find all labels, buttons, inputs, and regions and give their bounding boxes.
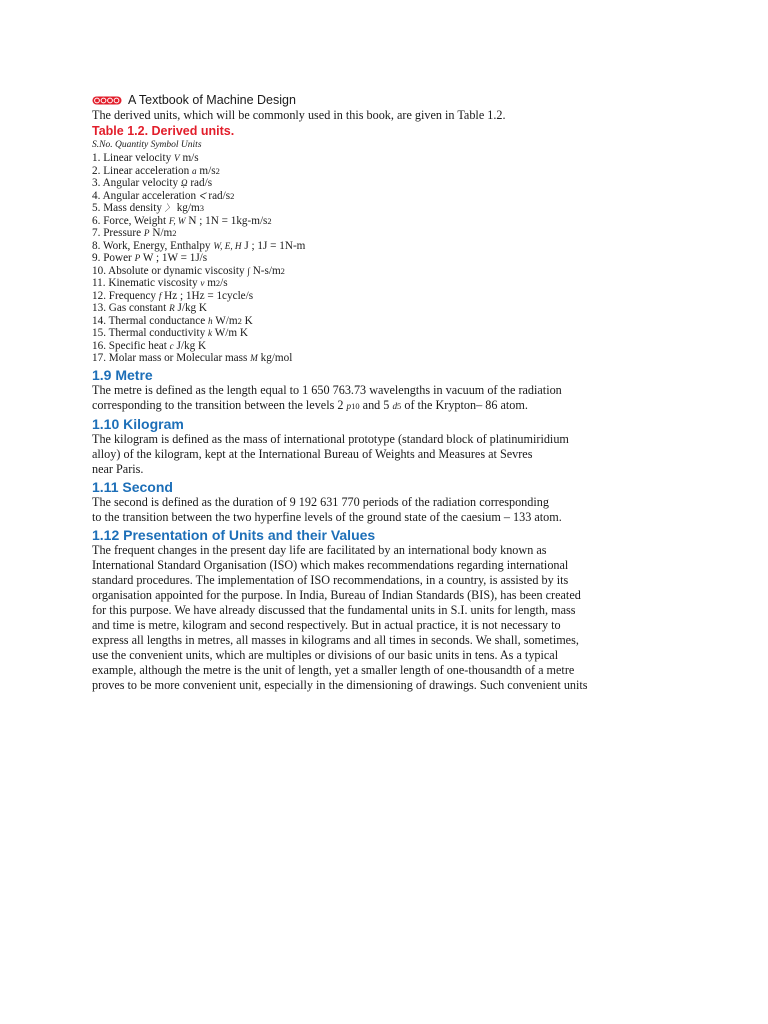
table-row xyxy=(92,315,732,328)
table-header: S.No. Quantity Symbol Units xyxy=(92,140,202,150)
kilogram-line: near Paris. xyxy=(92,461,144,476)
unit-exponent: 2 xyxy=(215,165,220,176)
unit: rad/s xyxy=(208,189,231,202)
presentation-line: use the convenient units, which are multiples or divisions of our basic units in tens. As a typical xyxy=(92,647,559,662)
page-content xyxy=(92,92,732,693)
quantity: 12. Frequency xyxy=(92,289,157,302)
symbol: ᐸ xyxy=(198,190,206,201)
quantity: 4. Angular acceleration xyxy=(92,189,197,202)
quantity: 11. Kinematic viscosity xyxy=(92,277,198,289)
unit: N/m xyxy=(152,227,173,239)
symbol: c xyxy=(169,340,174,351)
symbol: ∫ xyxy=(247,265,250,276)
table-row xyxy=(92,215,732,228)
symbol: f xyxy=(158,290,162,301)
symbol: a xyxy=(192,165,197,176)
unit: rad/s xyxy=(190,177,213,189)
presentation-line: for this purpose. We have already discussed that the fundamental units in S.I. units for length, mass xyxy=(92,602,576,617)
symbol: 〉 xyxy=(164,203,174,213)
quantity: 8. Work, Energy, Enthalpy xyxy=(92,239,211,252)
presentation-line: express all lengths in metres, all masses in kilograms and all times in seconds. We shall, sometimes, xyxy=(92,632,579,647)
presentation-line: standard procedures. The implementation of ISO recommendations, in a country, is assisted by its xyxy=(92,572,569,587)
book-title: A Textbook of Machine Design xyxy=(128,93,296,107)
heading-metre: 1.9 Metre xyxy=(92,366,153,383)
unit: m/s xyxy=(182,152,199,164)
presentation-line: The frequent changes in the present day life are facilitated by an international body known as xyxy=(92,542,547,557)
unit-exponent: 2 xyxy=(215,278,221,288)
second-line: The second is defined as the duration of 9 192 631 770 periods of the radiation corresponding xyxy=(92,494,549,509)
unit-exponent: 2 xyxy=(230,190,235,201)
table-row xyxy=(92,227,732,240)
quantity: 14. Thermal conductance xyxy=(92,314,206,327)
table-row xyxy=(92,190,732,203)
table-row xyxy=(92,302,732,315)
unit: W/m xyxy=(215,314,238,327)
unit: kg/mol xyxy=(260,352,293,364)
presentation-line: and time is metre, kilogram and second respectively. But in actual practice, it is not necessary to xyxy=(92,617,561,632)
unit-suffix: K xyxy=(241,314,253,327)
table-row xyxy=(92,165,732,178)
presentation-line: example, although the metre is the unit of length, yet a smaller length of one-thousandth of a metre xyxy=(92,662,575,677)
quantity: 3. Angular velocity xyxy=(92,177,179,189)
symbol: V xyxy=(174,153,180,163)
table-row xyxy=(92,252,732,265)
symbol: v xyxy=(200,278,205,288)
heading-kilogram: 1.10 Kilogram xyxy=(92,415,184,432)
quantity: 5. Mass density xyxy=(92,202,162,214)
unit: Hz ; 1Hz = 1cycle/s xyxy=(164,289,254,302)
metre-line: The metre is defined as the length equal to 1 650 763.73 wavelengths in vacuum of the radiation xyxy=(92,382,562,397)
kilogram-line: alloy) of the kilogram, kept at the International Bureau of Weights and Measures at Sevres xyxy=(92,446,533,461)
table-row xyxy=(92,327,732,340)
presentation-line: organisation appointed for the purpose. In India, Bureau of Indian Standards (BIS), has been created xyxy=(92,587,581,602)
table-row xyxy=(92,202,732,215)
table-row xyxy=(92,290,732,303)
heading-second: 1.11 Second xyxy=(92,478,173,495)
symbol: W, E, H xyxy=(213,240,242,251)
presentation-line: International Standard Organisation (ISO) which makes recommendations regarding international xyxy=(92,557,569,572)
book-logo-icon xyxy=(92,96,122,105)
unit: J ; 1J = 1N-m xyxy=(244,239,306,252)
table-row xyxy=(92,152,732,165)
table-row xyxy=(92,177,732,190)
quantity: 17. Molar mass or Molecular mass xyxy=(92,352,248,364)
table-row xyxy=(92,240,732,253)
quantity: 7. Pressure xyxy=(92,227,142,239)
unit: W ; 1W = 1J/s xyxy=(142,252,208,264)
symbol: R xyxy=(169,303,175,313)
unit: N-s/m xyxy=(252,264,281,277)
second-line: to the transition between the two hyperfine levels of the ground state of the caesium – 133 atom. xyxy=(92,509,562,524)
unit: N ; 1N = 1kg-m/s xyxy=(188,214,268,227)
symbol: F, W xyxy=(168,215,186,226)
table-row xyxy=(92,352,732,365)
unit-suffix: /s xyxy=(220,277,228,289)
table-row xyxy=(92,265,732,278)
kilogram-line: The kilogram is defined as the mass of international prototype (standard block of platinumiridium xyxy=(92,431,569,446)
table-title: Table 1.2. Derived units. xyxy=(92,124,235,138)
quantity: 16. Specific heat xyxy=(92,339,167,352)
intro-paragraph: The derived units, which will be commonly used in this book, are given in Table 1.2. xyxy=(92,108,506,122)
symbol: ῼ xyxy=(180,178,188,188)
unit: W/m K xyxy=(214,327,248,339)
unit-exponent: 2 xyxy=(172,228,177,238)
quantity: 1. Linear velocity xyxy=(92,152,172,164)
quantity: 10. Absolute or dynamic viscosity xyxy=(92,264,245,277)
symbol: k xyxy=(208,328,213,338)
quantity: 13. Gas constant xyxy=(92,302,167,314)
symbol: P xyxy=(143,228,150,238)
unit-exponent: 2 xyxy=(237,315,242,326)
unit: J/kg K xyxy=(176,339,207,352)
quantity: 15. Thermal conductivity xyxy=(92,327,206,339)
unit-exponent: 3 xyxy=(199,203,204,213)
symbol: P xyxy=(134,253,141,263)
quantity: 2. Linear acceleration xyxy=(92,164,190,177)
heading-presentation-of-units: 1.12 Presentation of Units and their Values xyxy=(92,526,376,543)
table-row xyxy=(92,340,732,353)
running-header xyxy=(92,92,732,108)
quantity: 6. Force, Weight xyxy=(92,214,167,227)
quantity: 9. Power xyxy=(92,252,132,264)
unit: kg/m xyxy=(176,202,200,214)
unit: m/s xyxy=(199,164,216,177)
table-row xyxy=(92,277,732,290)
symbol: M xyxy=(250,353,258,363)
symbol: h xyxy=(207,315,213,326)
presentation-line: proves to be more convenient unit, especially in the dimensioning of drawings. Such convenient units xyxy=(92,677,588,692)
unit: J/kg K xyxy=(177,302,208,314)
unit-exponent: 2 xyxy=(280,265,285,276)
unit: m xyxy=(207,277,216,289)
metre-line: corresponding to the transition between the levels 2 p10 and 5 d5 of the Krypton– 86 atom. xyxy=(92,397,528,412)
unit-exponent: 2 xyxy=(267,215,272,226)
table-rows xyxy=(92,152,732,365)
